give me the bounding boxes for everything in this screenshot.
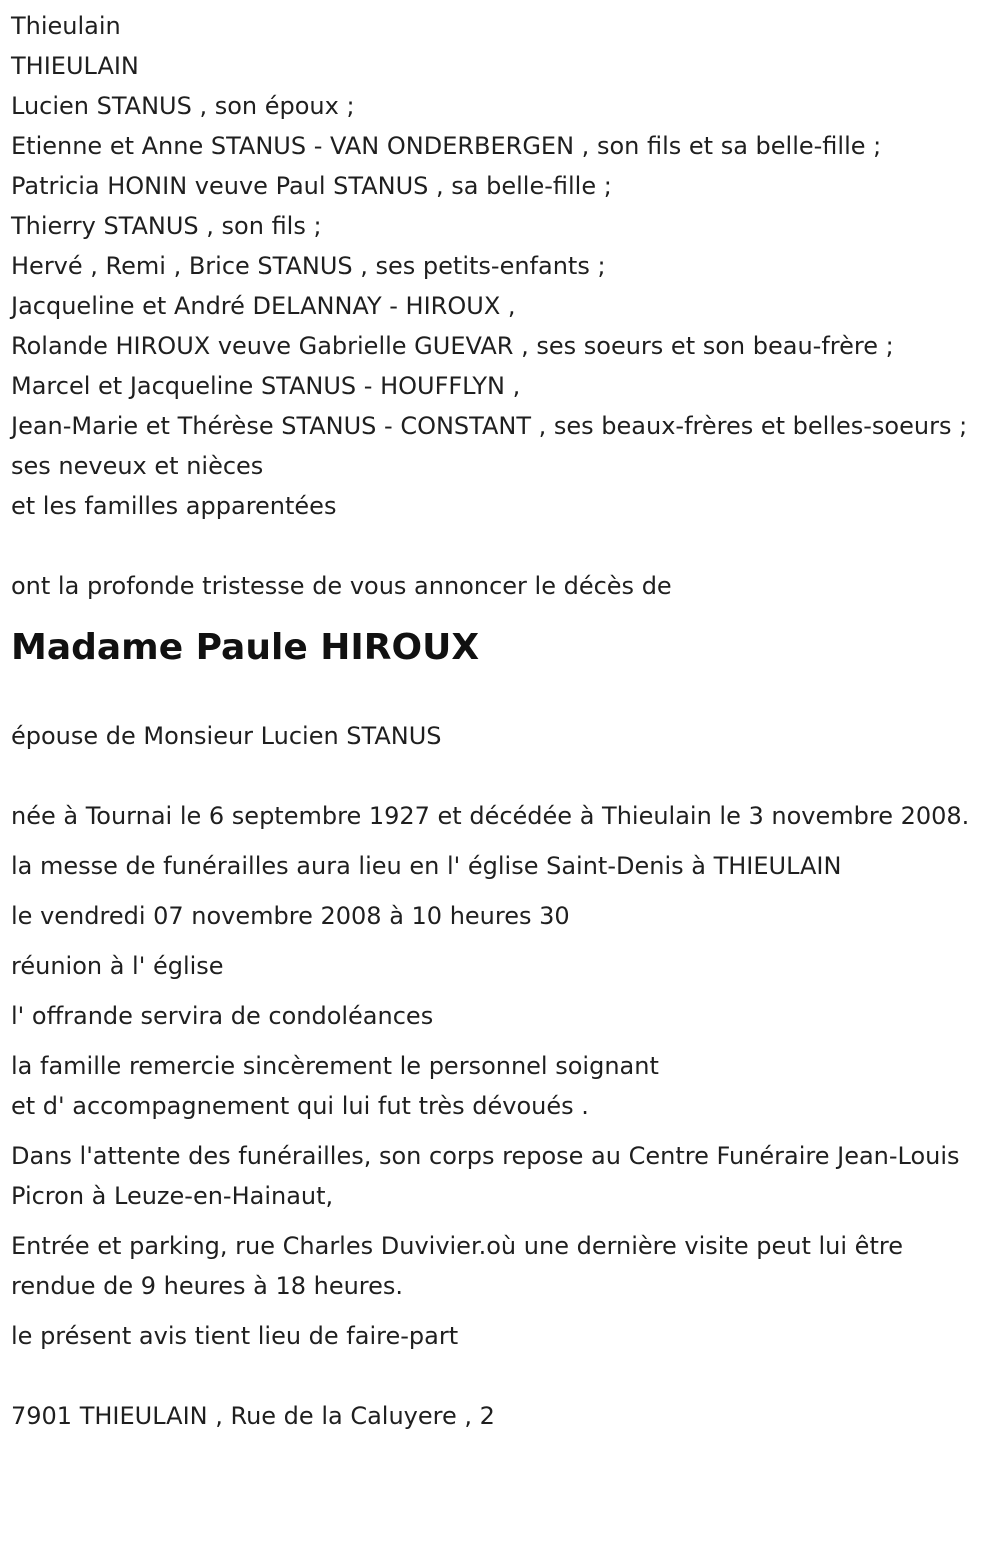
funeral-home-line: Dans l'attente des funérailles, son corps repose au Centre Funéraire Jean-Louis Picron à Leuze-en-Hainaut, — [11, 1142, 960, 1210]
offering-line: l' offrande servira de condoléances — [11, 1002, 434, 1030]
family-line: Jacqueline et André DELANNAY - HIROUX , — [11, 292, 516, 320]
birth-death-line: née à Tournai le 6 septembre 1927 et décédée à Thieulain le 3 novembre 2008. — [11, 802, 970, 830]
funeral-mass-line: la messe de funérailles aura lieu en l' église Saint-Denis à THIEULAIN — [11, 852, 842, 880]
family-line: Etienne et Anne STANUS - VAN ONDERBERGEN , son fils et sa belle-fille ; — [11, 132, 882, 160]
family-list — [11, 86, 986, 526]
spouse-line: épouse de Monsieur Lucien STANUS — [11, 722, 442, 750]
place-name: Thieulain — [11, 12, 121, 40]
meeting-line: réunion à l' église — [11, 952, 224, 980]
family-line: Lucien STANUS , son époux ; — [11, 92, 355, 120]
address-line: 7901 THIEULAIN , Rue de la Caluyere , 2 — [11, 1402, 495, 1430]
funeral-date-line: le vendredi 07 novembre 2008 à 10 heures 30 — [11, 902, 570, 930]
family-line: Hervé , Remi , Brice STANUS , ses petits-enfants ; — [11, 252, 606, 280]
family-line: Marcel et Jacqueline STANUS - HOUFFLYN , — [11, 372, 521, 400]
family-line: Thierry STANUS , son fils ; — [11, 212, 322, 240]
place-name-upper: THIEULAIN — [11, 52, 139, 80]
family-line: ses neveux et nièces — [11, 452, 264, 480]
thanks-line-continued: et d' accompagnement qui lui fut très dévoués . — [11, 1092, 589, 1120]
family-line: et les familles apparentées — [11, 492, 337, 520]
family-line: Rolande HIROUX veuve Gabrielle GUEVAR , ses soeurs et son beau-frère ; — [11, 332, 894, 360]
thanks-line: la famille remercie sincèrement le personnel soignant — [11, 1052, 659, 1080]
family-line: Jean-Marie et Thérèse STANUS - CONSTANT , ses beaux-frères et belles-soeurs ; — [11, 412, 968, 440]
notice-line: le présent avis tient lieu de faire-part — [11, 1322, 459, 1350]
announcement-text: ont la profonde tristesse de vous annoncer le décès de — [11, 572, 672, 600]
visit-line: Entrée et parking, rue Charles Duvivier.où une dernière visite peut lui être rendue de 9 heures à 18 heures. — [11, 1232, 903, 1300]
deceased-name: Madame Paule HIROUX — [11, 627, 480, 668]
family-line: Patricia HONIN veuve Paul STANUS , sa belle-fille ; — [11, 172, 612, 200]
